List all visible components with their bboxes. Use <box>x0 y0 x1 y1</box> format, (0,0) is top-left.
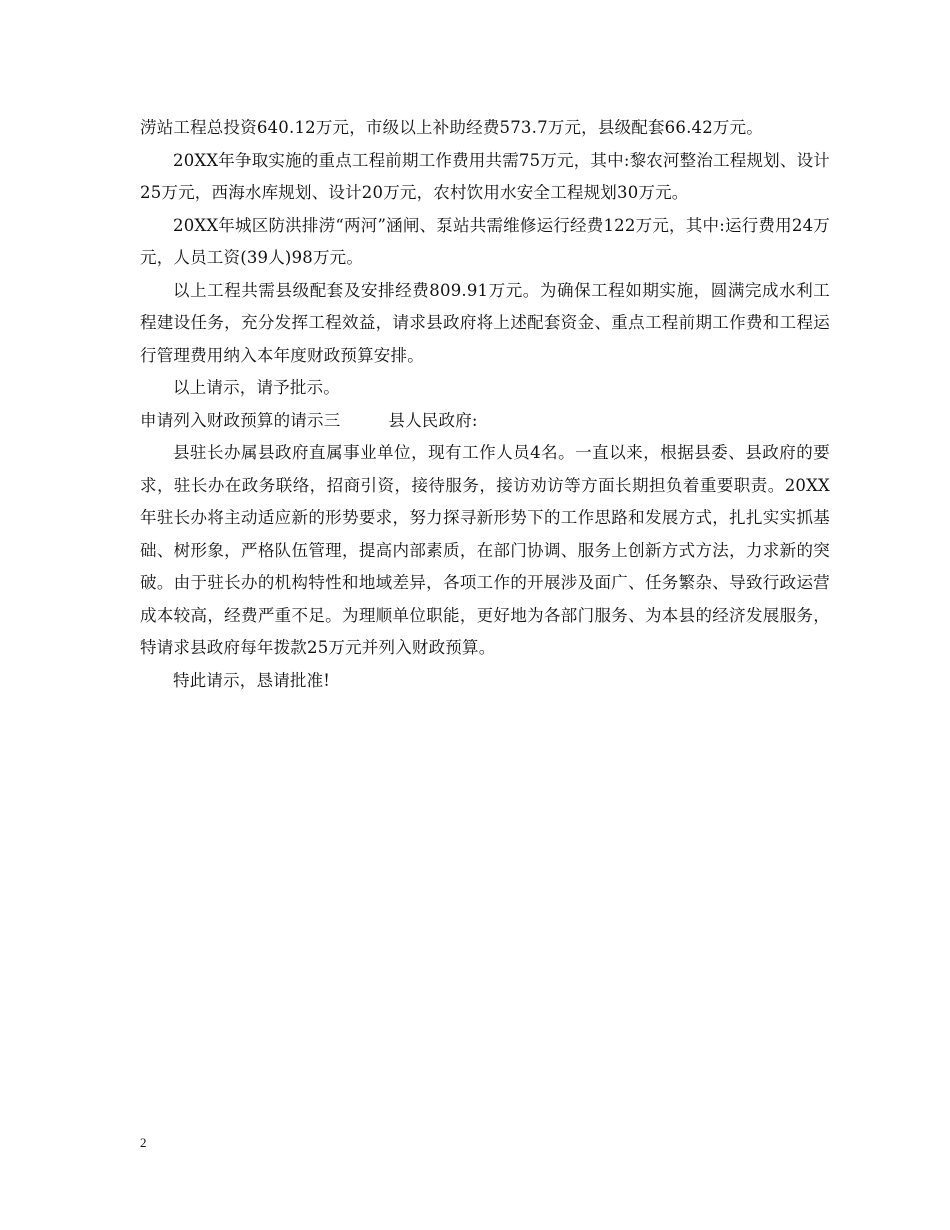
document-body <box>140 112 830 697</box>
section-title: 申请列入财政预算的请示三 <box>140 410 341 430</box>
paragraph-budget-request: 以上工程共需县级配套及安排经费809.91万元。为确保工程如期实施，圆满完成水利工程建设任务，充分发挥工程效益，请求县政府将上述配套资金、重点工程前期工作费和工程运行管理费用纳入本年度财政预算安排。 <box>140 280 830 365</box>
paragraph-final-request: 特此请示，恳请批准! <box>173 670 331 690</box>
paragraph-preliminary-costs: 20XX年争取实施的重点工程前期工作费用共需75万元，其中:黎农河整治工程规划、设计25万元，西海水库规划、设计20万元，农村饮用水安全工程规划30万元。 <box>140 150 830 202</box>
paragraph-investment-continued: 涝站工程总投资640.12万元，市级以上补助经费573.7万元，县级配套66.42万元。 <box>140 118 764 137</box>
paragraph-maintenance-costs: 20XX年城区防洪排涝“两河”涵闸、泵站共需维修运行经费122万元，其中:运行费用24万元，人员工资(39人)98万元。 <box>140 215 830 267</box>
section-heading-line <box>140 405 830 438</box>
paragraph-closing-request: 以上请示，请予批示。 <box>173 378 340 397</box>
page-number: 2 <box>140 1135 147 1150</box>
salutation: 县人民政府: <box>388 410 478 430</box>
paragraph-office-description: 县驻长办属县政府直属事业单位，现有工作人员4名。一直以来，根据县委、县政府的要求，驻长办在政务联络，招商引资，接待服务，接访劝访等方面长期担负着重要职责。20XX年驻长办将主动适应新的形势要求，努力探寻新形势下的工作思路和发展方式，扎扎实实抓基础、树形象，严格队伍管理，提高内部素质，在部门协调、服务上创新方式方法，力求新的突破。由于驻长办的机构特性和地域差异，各项工作的开展涉及面广、任务繁杂、导致行政运营成本较高，经费严重不足。为理顺单位职能，更好地为各部门服务、为本县的经济发展服务，特请求县政府每年拨款25万元并列入财政预算。 <box>140 443 830 657</box>
